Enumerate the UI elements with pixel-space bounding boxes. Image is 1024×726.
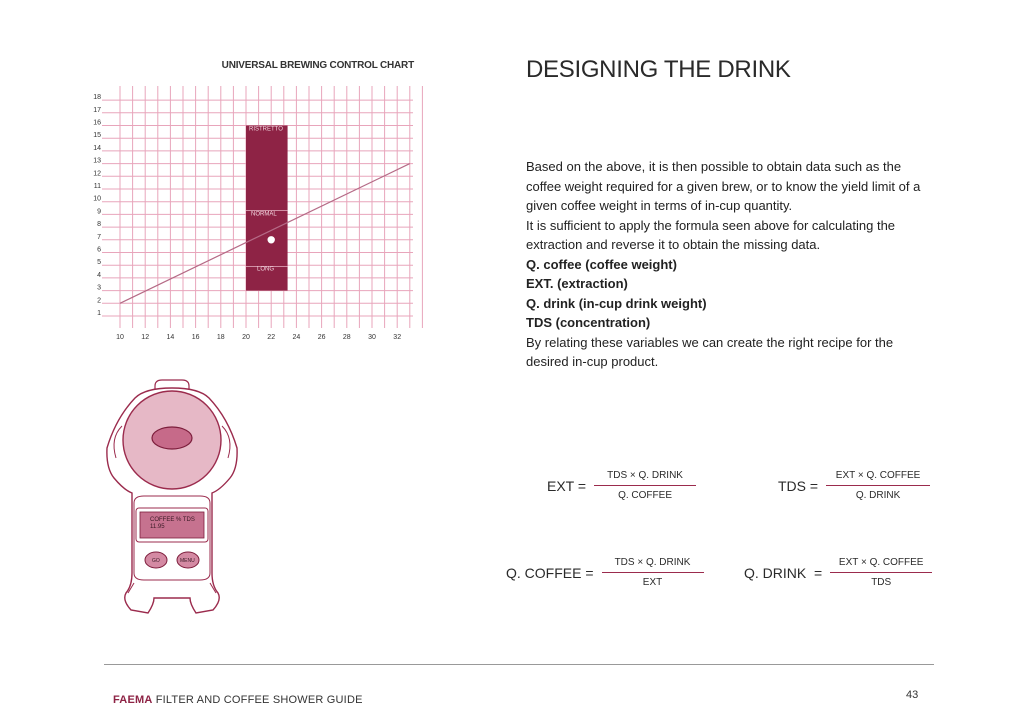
y-tick-label: 6 [97, 246, 101, 254]
footer-divider [104, 664, 934, 665]
y-tick-label: 17 [93, 106, 101, 114]
zone-label: LONG [257, 266, 275, 273]
prism-well [152, 427, 192, 449]
formula-tds-numerator: EXT × Q. COFFEE [835, 470, 921, 481]
data-point [267, 236, 275, 244]
y-tick-label: 11 [93, 183, 101, 190]
fraction-bar [594, 485, 696, 486]
fraction-bar [826, 485, 930, 486]
formula-tds-fraction [826, 470, 930, 501]
device-screen-text [150, 517, 195, 531]
x-tick-label: 28 [342, 334, 351, 341]
menu-button-label: MENU [180, 558, 195, 564]
variable-ext: EXT. (extraction) [526, 276, 628, 291]
x-tick-label: 18 [216, 334, 225, 341]
formula-tds-denominator: Q. DRINK [855, 490, 901, 501]
y-tick-label: 15 [93, 132, 101, 140]
formula-q-drink-numerator: EXT × Q. COFFEE [838, 557, 924, 568]
page-title: DESIGNING THE DRINK [526, 56, 791, 83]
x-tick-label: 10 [116, 334, 124, 341]
zone-label: RISTRETTO [249, 126, 283, 133]
y-tick-label: 1 [97, 310, 101, 317]
y-tick-label: 16 [93, 119, 101, 127]
go-button-label: GO [152, 558, 160, 564]
formula-ext-denominator: Q. COFFEE [618, 490, 672, 501]
x-tick-label: 24 [292, 334, 301, 341]
y-tick-label: 9 [97, 208, 101, 216]
paragraph-intro: Based on the above, it is then possible to obtain data such as the coffee weight required for a given brew, or to know the yield limit of a given coffee weight in terms of in-cup quantity. [526, 159, 921, 213]
chart-title: UNIVERSAL BREWING CONTROL CHART [221, 60, 414, 71]
formula-ext-fraction [594, 470, 696, 501]
x-tick-label: 12 [141, 334, 150, 341]
y-tick-label: 10 [93, 195, 101, 203]
y-tick-label: 5 [97, 259, 101, 267]
y-tick-label: 18 [93, 94, 101, 102]
formula-q-coffee-denominator: EXT [642, 577, 663, 588]
footer-brand: FAEMA [113, 694, 153, 706]
formula-q-drink-fraction [830, 557, 932, 588]
body-text [526, 157, 926, 372]
x-tick-label: 20 [242, 334, 250, 341]
variable-tds: TDS (concentration) [526, 315, 651, 330]
fraction-bar [830, 572, 932, 573]
formula-ext-numerator: TDS × Q. DRINK [607, 470, 683, 481]
footer-title [113, 694, 363, 706]
formula-tds [778, 470, 930, 501]
x-tick-label: 22 [267, 334, 276, 341]
x-tick-label: 16 [191, 334, 200, 341]
screen-line-1: COFFEE % TDS [150, 517, 195, 523]
y-tick-label: 8 [97, 221, 101, 229]
formula-q-coffee [506, 557, 704, 588]
refractometer-illustration [100, 378, 245, 623]
footer-guide-title: FILTER AND COFFEE SHOWER GUIDE [152, 694, 363, 706]
formula-q-drink-denominator: TDS [871, 577, 892, 588]
x-tick-label: 32 [393, 334, 402, 341]
y-tick-label: 14 [93, 144, 101, 152]
y-tick-label: 3 [97, 284, 101, 292]
formula-q-coffee-numerator: TDS × Q. DRINK [614, 557, 691, 568]
y-tick-label: 2 [97, 297, 101, 305]
variable-q-coffee: Q. coffee (coffee weight) [526, 256, 677, 272]
paragraph-formula: It is sufficient to apply the formula seen above for calculating the extraction and reverse it to obtain the missing data. [526, 217, 896, 252]
formula-q-drink [744, 557, 932, 588]
y-tick-label: 13 [93, 157, 101, 165]
x-tick-label: 30 [368, 334, 376, 341]
x-tick-label: 14 [166, 334, 175, 341]
fraction-bar [602, 572, 704, 573]
variable-q-drink: Q. drink (in-cup drink weight) [526, 295, 707, 311]
formula-ext-lhs: EXT = [547, 477, 587, 494]
page-number: 43 [906, 689, 919, 701]
paragraph-conclusion: By relating these variables we can create the right recipe for the desired in-cup product. [526, 334, 894, 369]
formula-q-coffee-fraction [602, 557, 704, 588]
y-tick-label: 4 [97, 271, 101, 279]
formula-q-drink-lhs: Q. DRINK = [744, 564, 823, 581]
formula-ext [547, 470, 696, 501]
screen-line-2: 11.95 [150, 524, 165, 530]
formula-q-coffee-lhs: Q. COFFEE = [506, 564, 594, 581]
y-tick-label: 7 [97, 233, 101, 241]
y-tick-label: 12 [93, 170, 101, 178]
zone-label: NORMAL [251, 211, 277, 218]
x-tick-label: 26 [317, 334, 326, 341]
formula-tds-lhs: TDS = [778, 477, 819, 494]
brewing-control-chart [80, 80, 425, 350]
